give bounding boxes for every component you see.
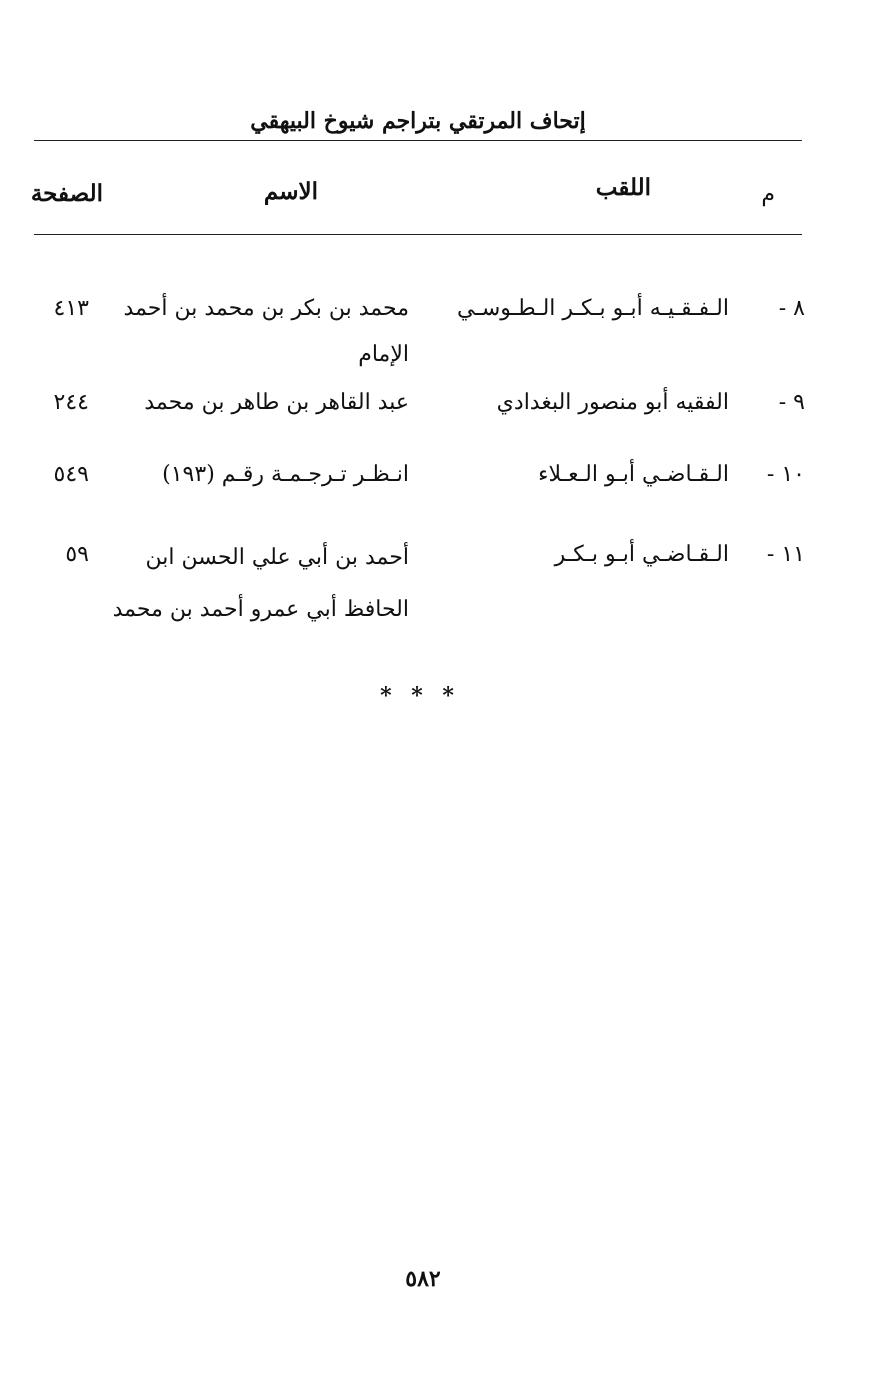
row-name: انـظـر تـرجـمـة رقـم (١٩٣) <box>162 462 409 487</box>
column-header-number: م <box>761 182 775 207</box>
row-page: ٢٤٤ <box>53 390 89 415</box>
row-number: ٨ - <box>778 296 805 321</box>
column-header-title: اللقب <box>595 174 651 201</box>
row-name: محمد بن بكر بن محمد بن أحمد الإمام <box>123 296 409 367</box>
row-number: ٩ - <box>778 390 805 415</box>
column-header-page: الصفحة <box>30 180 103 207</box>
row-title: الفقيه أبو منصور البغدادي <box>496 390 729 415</box>
page-number: ٥٨٢ <box>405 1266 441 1292</box>
row-number: ١٠ - <box>766 462 805 487</box>
section-separator: * * * <box>380 683 460 709</box>
row-title: الـقـاضـي أبـو الـعـلاء <box>538 462 729 487</box>
row-title: الـفـقـيـه أبـو بـكـر الـطـوسـي <box>457 296 729 321</box>
header-top-rule <box>34 140 802 141</box>
row-name: أحمد بن أبي علي الحسن ابن الحافظ أبي عمرو أحمد بن محمد <box>112 545 409 622</box>
header-bottom-rule <box>34 234 802 235</box>
row-page: ٥٤٩ <box>53 462 89 487</box>
row-name: عبد القاهر بن طاهر بن محمد <box>144 390 409 415</box>
row-number: ١١ - <box>766 542 805 567</box>
row-title: الـقـاضـي أبـو بـكـر <box>554 542 729 567</box>
column-header-name: الاسم <box>263 178 318 205</box>
row-page: ٤١٣ <box>53 296 89 321</box>
running-title: إتحاف المرتقي بتراجم شيوخ البيهقي <box>250 108 586 134</box>
row-page: ٥٩ <box>65 542 89 567</box>
